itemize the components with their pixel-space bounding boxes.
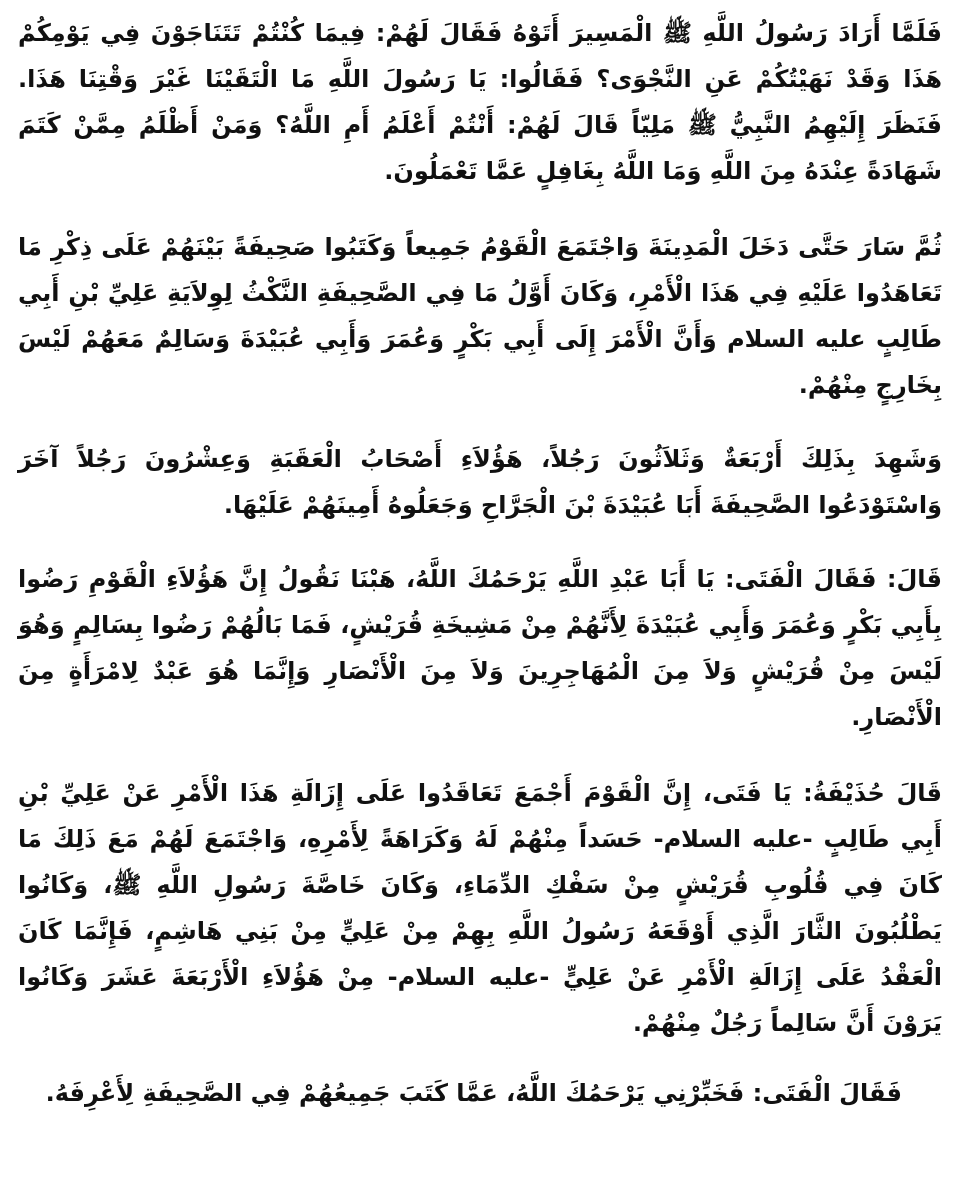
paragraph-2: ثُمَّ سَارَ حَتَّى دَخَلَ الْمَدِينَةَ وَاجْتَمَعَ الْقَوْمُ جَمِيعاً وَكَتَبُوا صَحِيفَةً بَيْنَهُمْ عَلَى ذِكْرِ مَا تَعَاهَدُوا عَلَيْهِ فِي هَذَا الْأَمْرِ، وَكَانَ أَوَّلُ مَا فِي الصَّحِيفَةِ النَّكْثُ لِوِلاَيَةِ عَلِيِّ بْنِ أَبِي طَالِبٍ عليه السلام وَأَنَّ الْأَمْرَ إِلَى أَبِي بَكْرٍ وَعُمَرَ وَأَبِي عُبَيْدَةَ وَسَالِمٌ مَعَهُمْ لَيْسَ بِخَارِجٍ مِنْهُمْ. bbox=[18, 233, 942, 399]
document-page bbox=[18, 10, 942, 1192]
paragraph-6: فَقَالَ الْفَتَى: فَخَبِّرْنِي يَرْحَمُكَ اللَّهُ، عَمَّا كَتَبَ جَمِيعُهُمْ فِي الصَّحِيفَةِ لِأَعْرِفَهُ. bbox=[45, 1079, 902, 1107]
paragraph-5: قَالَ حُذَيْفَةُ: يَا فَتَى، إِنَّ الْقَوْمَ أَجْمَعَ تَعَاقَدُوا عَلَى إِزَالَةِ هَذَا الْأَمْرِ عَنْ عَلِيِّ بْنِ أَبِي طَالِبٍ -عليه السلام- حَسَداً مِنْهُمْ لَهُ وَكَرَاهَةً لِأَمْرِهِ، وَاجْتَمَعَ لَهُمْ مَعَ ذَلِكَ مَا كَانَ فِي قُلُوبِ قُرَيْشٍ مِنْ سَفْكِ الدِّمَاءِ، وَكَانَ خَاصَّةَ رَسُولِ اللَّهِ ﷺ، وَكَانُوا يَطْلُبُونَ الثَّارَ الَّذِي أَوْقَعَهُ رَسُولُ اللَّهِ بِهِمْ مِنْ عَلِيٍّ مِنْ بَنِي هَاشِمٍ، فَإِنَّمَا كَانَ الْعَقْدُ عَلَى إِزَالَةِ الْأَمْرِ عَنْ عَلِيٍّ -عليه السلام- مِنْ هَؤُلاَءِ الْأَرْبَعَةَ عَشَرَ وَكَانُوا يَرَوْنَ أَنَّ سَالِماً رَجُلٌ مِنْهُمْ. bbox=[18, 779, 942, 1037]
paragraph-3: وَشَهِدَ بِذَلِكَ أَرْبَعَةٌ وَثَلاَثُونَ رَجُلاً، هَؤُلاَءِ أَصْحَابُ الْعَقَبَةِ وَعِشْرُونَ رَجُلاً آخَرَ وَاسْتَوْدَعُوا الصَّحِيفَةَ أَبَا عُبَيْدَةَ بْنَ الْجَرَّاحِ وَجَعَلُوهُ أَمِينَهُمْ عَلَيْهَا. bbox=[18, 445, 942, 519]
paragraph-4: قَالَ: فَقَالَ الْفَتَى: يَا أَبَا عَبْدِ اللَّهِ يَرْحَمُكَ اللَّهُ، هَبْنَا نَقُولُ إِنَّ هَؤُلاَءِ الْقَوْمِ رَضُوا بِأَبِي بَكْرٍ وَعُمَرَ وَأَبِي عُبَيْدَةَ لِأَنَّهُمْ مِنْ مَشِيخَةِ قُرَيْشٍ، فَمَا بَالُهُمْ رَضُوا بِسَالِمٍ وَهُوَ لَيْسَ مِنْ قُرَيْشٍ وَلاَ مِنَ الْمُهَاجِرِينَ وَلاَ مِنَ الْأَنْصَارِ وَإِنَّمَا هُوَ عَبْدٌ لِامْرَأَةٍ مِنَ الْأَنْصَارِ. bbox=[18, 565, 942, 731]
paragraph-1: فَلَمَّا أَرَادَ رَسُولُ اللَّهِ ﷺ الْمَسِيرَ أَتَوْهُ فَقَالَ لَهُمْ: فِيمَا كُنْتُمْ تَتَنَاجَوْنَ فِي يَوْمِكُمْ هَذَا وَقَدْ نَهَيْتُكُمْ عَنِ النَّجْوَى؟ فَقَالُوا: يَا رَسُولَ اللَّهِ مَا الْتَقَيْنَا غَيْرَ وَقْتِنَا هَذَا. فَنَظَرَ إِلَيْهِمُ النَّبِيُّ ﷺ مَلِيّاً قَالَ لَهُمْ: أَنْتُمْ أَعْلَمُ أَمِ اللَّهُ؟ وَمَنْ أَظْلَمُ مِمَّنْ كَتَمَ شَهَادَةً عِنْدَهُ مِنَ اللَّهِ وَمَا اللَّهُ بِغَافِلٍ عَمَّا تَعْمَلُونَ. bbox=[18, 19, 942, 185]
